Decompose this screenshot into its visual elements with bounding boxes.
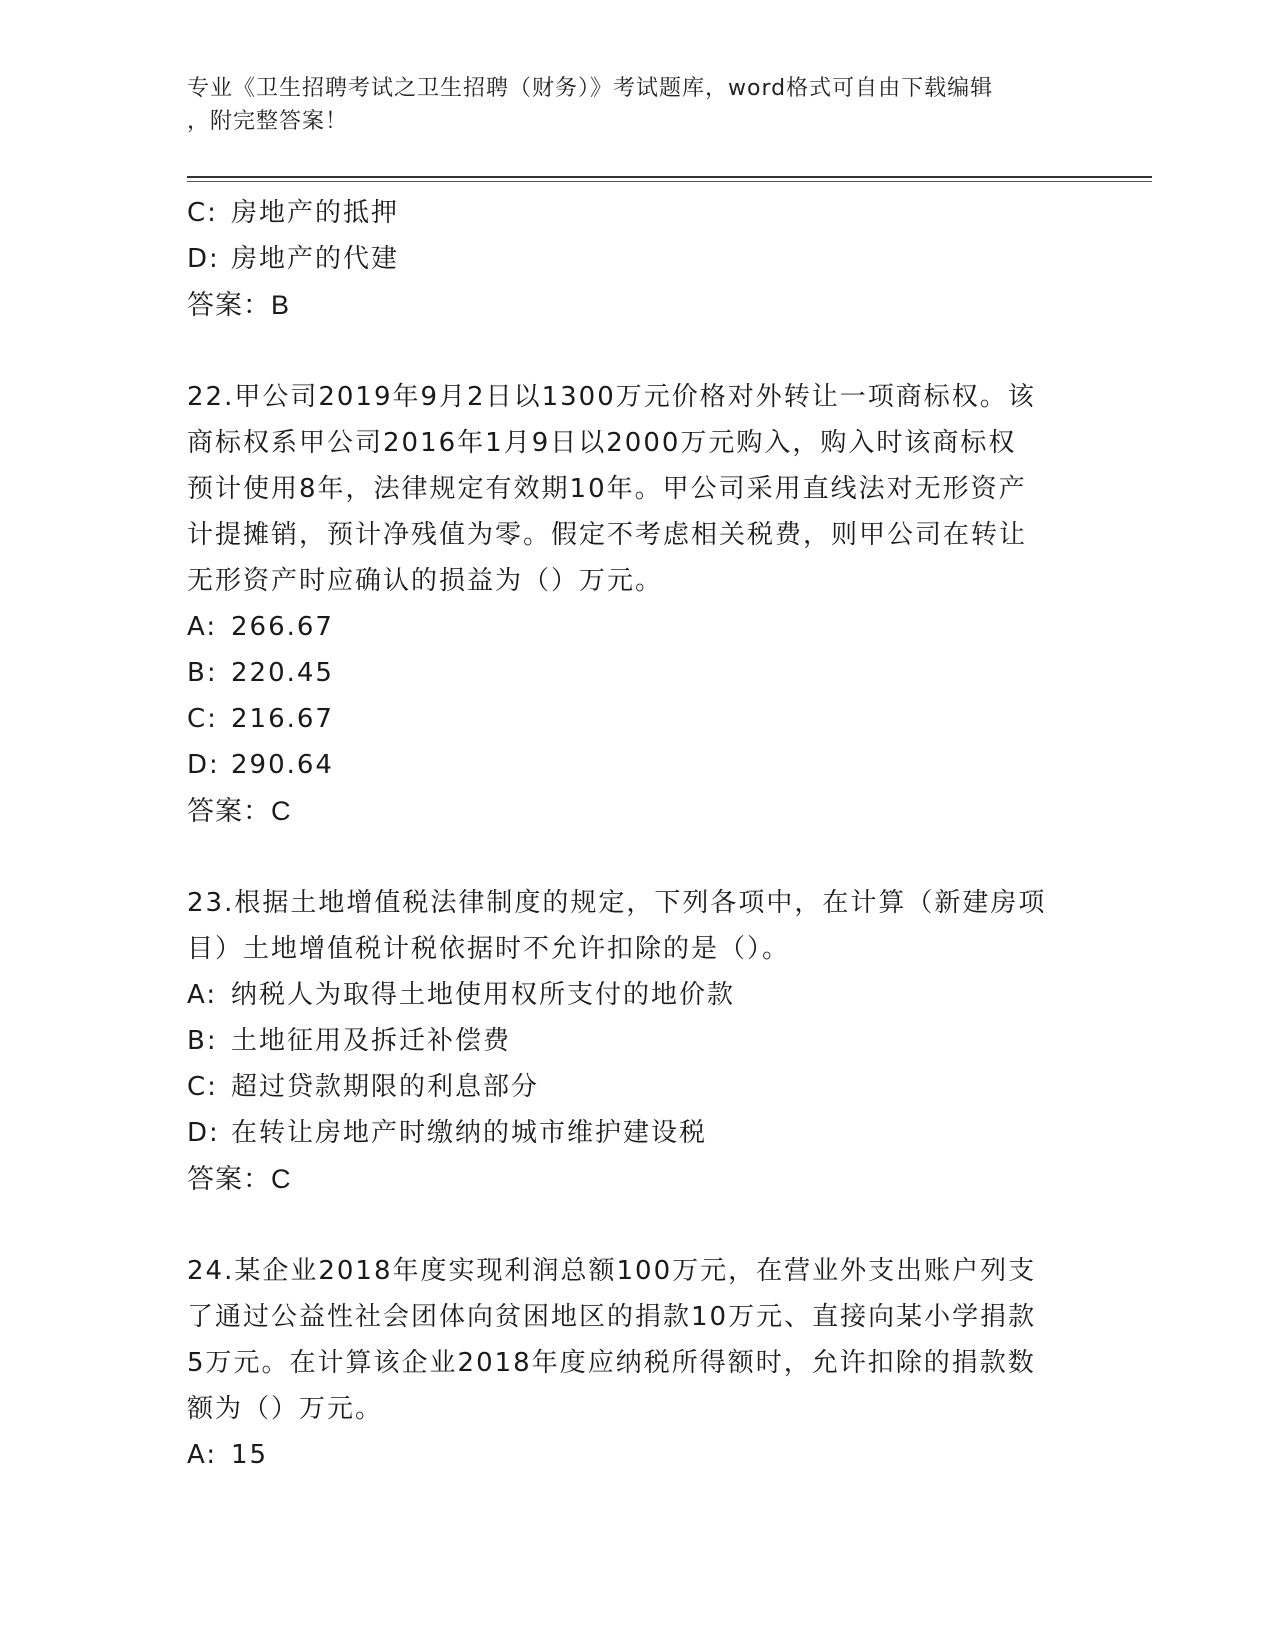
q24-stem-line: 24.某企业2018年度实现利润总额100万元，在营业外支出账户列支 [187, 1256, 1037, 1286]
option-letter: A: [187, 1440, 218, 1470]
option-letter: C: [187, 704, 218, 734]
q24-stem-line: 了通过公益性社会团体向贫困地区的捐款10万元、直接向某小学捐款 [187, 1302, 1037, 1332]
q21-answer: 答案：B [187, 290, 291, 320]
q23-option-c [187, 1064, 1087, 1110]
option-letter: C: [187, 1072, 218, 1102]
option-text: 在转让房地产时缴纳的城市维护建设税 [231, 1118, 708, 1148]
q23-stem-line: 目）土地增值税计税依据时不允许扣除的是（）。 [187, 934, 791, 964]
option-text: 216.67 [231, 704, 334, 734]
option-letter: B: [187, 658, 218, 688]
header-divider-thin [187, 181, 1152, 182]
option-letter: D: [187, 750, 220, 780]
q22-stem [187, 374, 1087, 604]
header-line-2: ，附完整答案！ [187, 109, 349, 134]
q23-option-b [187, 1018, 1087, 1064]
option-text: 超过贷款期限的利息部分 [231, 1072, 540, 1102]
option-letter: B: [187, 1026, 218, 1056]
page-header [187, 72, 1087, 138]
q24-option-a [187, 1432, 1087, 1478]
q23-stem [187, 880, 1087, 972]
option-letter: D: [187, 244, 220, 274]
q22-option-a [187, 604, 1087, 650]
q23-answer: 答案：C [187, 1164, 292, 1194]
option-letter: A: [187, 980, 218, 1010]
q22-option-b [187, 650, 1087, 696]
option-text: 15 [231, 1440, 269, 1470]
q23-option-d [187, 1110, 1087, 1156]
spacer [187, 834, 1087, 880]
spacer [187, 1202, 1087, 1248]
option-text: 290.64 [231, 750, 334, 780]
option-text: 房地产的抵押 [231, 198, 400, 228]
option-text: 房地产的代建 [231, 244, 400, 274]
q22-option-c [187, 696, 1087, 742]
q21-option-d [187, 236, 1087, 282]
q22-stem-line: 预计使用8年，法律规定有效期10年。甲公司采用直线法对无形资产 [187, 474, 1027, 504]
q24-stem-line: 额为（）万元。 [187, 1394, 384, 1424]
header-line-1: 专业《卫生招聘考试之卫生招聘（财务）》考试题库，word格式可自由下载编辑 [187, 76, 994, 101]
question-content [187, 190, 1087, 1478]
q23-stem-line: 23.根据土地增值税法律制度的规定，下列各项中，在计算（新建房项 [187, 888, 1047, 918]
q24-stem-line: 5万元。在计算该企业2018年度应纳税所得额时，允许扣除的捐款数 [187, 1348, 1036, 1378]
option-text: 纳税人为取得土地使用权所支付的地价款 [231, 980, 736, 1010]
q22-option-d [187, 742, 1087, 788]
option-text: 土地征用及拆迁补偿费 [231, 1026, 512, 1056]
q22-stem-line: 无形资产时应确认的损益为（）万元。 [187, 566, 664, 596]
q22-stem-line: 计提摊销，预计净残值为零。假定不考虑相关税费，则甲公司在转让 [187, 520, 1028, 550]
option-letter: D: [187, 1118, 220, 1148]
q22-stem-line: 商标权系甲公司2016年1月9日以2000万元购入，购入时该商标权 [187, 428, 1017, 458]
header-divider-thick [187, 176, 1152, 178]
spacer [187, 328, 1087, 374]
option-text: 266.67 [231, 612, 334, 642]
q21-option-c [187, 190, 1087, 236]
q22-stem-line: 22.甲公司2019年9月2日以1300万元价格对外转让一项商标权。该 [187, 382, 1036, 412]
option-text: 220.45 [231, 658, 334, 688]
option-letter: C: [187, 198, 218, 228]
q24-stem [187, 1248, 1087, 1432]
q23-option-a [187, 972, 1087, 1018]
option-letter: A: [187, 612, 218, 642]
q22-answer: 答案：C [187, 796, 292, 826]
